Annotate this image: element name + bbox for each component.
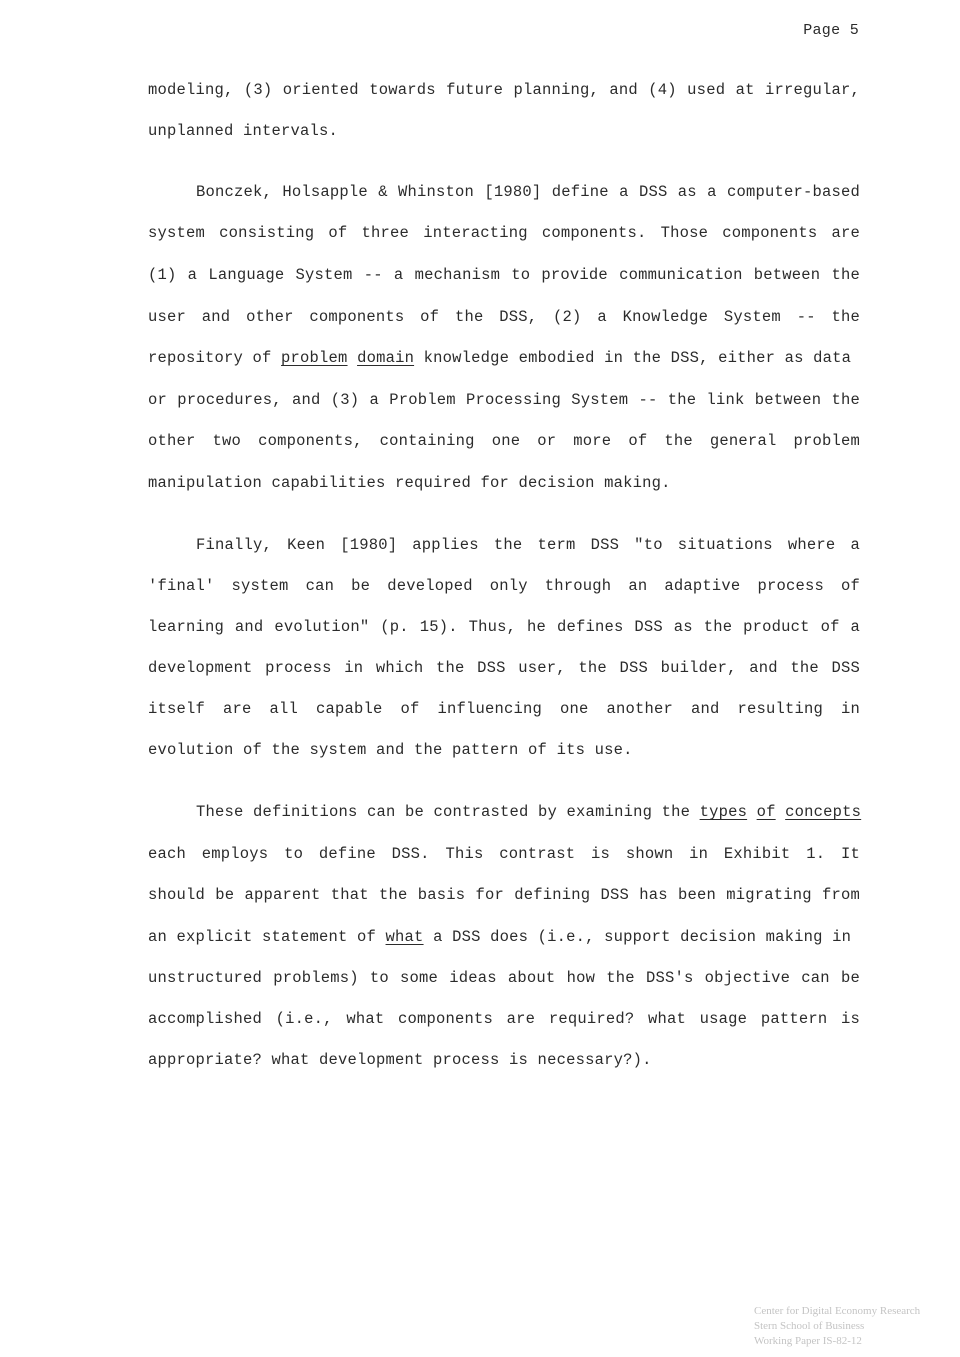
text-line: unstructured problems) to some ideas about how the DSS's objective can be — [148, 969, 860, 987]
page-number: Page 5 — [803, 22, 859, 39]
text-segment — [776, 803, 786, 821]
text-segment: an explicit statement of — [148, 928, 386, 946]
text-line: 'final' system can be developed only through an adaptive process of — [148, 577, 860, 595]
text-line: itself are all capable of influencing one another and resulting in — [148, 700, 860, 718]
stamp-line: Working Paper IS-82-12 — [754, 1335, 862, 1347]
text-line: system consisting of three interacting components. Those components are — [148, 224, 860, 242]
text-line: should be apparent that the basis for defining DSS has been migrating from — [148, 886, 860, 904]
text-line: or procedures, and (3) a Problem Processing System -- the link between the — [148, 391, 860, 409]
text-segment: repository of — [148, 349, 282, 367]
text-line: accomplished (i.e., what components are required? what usage pattern is — [148, 1010, 860, 1028]
text-segment: knowledge embodied in the DSS, either as data — [414, 349, 852, 367]
text-line: learning and evolution" (p. 15). Thus, he defines DSS as the product of a — [148, 618, 860, 636]
text-segment — [747, 803, 757, 821]
text-line: unplanned intervals. — [148, 122, 339, 140]
text-line: each employs to define DSS. This contrast is shown in Exhibit 1. It — [148, 845, 860, 863]
stamp-line: Center for Digital Economy Research — [754, 1305, 921, 1317]
text-line: development process in which the DSS user, the DSS builder, and the DSS — [148, 659, 860, 677]
text-line: manipulation capabilities required for decision making. — [148, 474, 671, 492]
text-line: appropriate? what development process is necessary?). — [148, 1051, 652, 1069]
text-line — [148, 348, 860, 368]
text-line: evolution of the system and the pattern of its use. — [148, 741, 633, 759]
text-line — [148, 927, 860, 947]
underlined-word: types — [699, 803, 748, 821]
underlined-word: of — [756, 803, 776, 821]
stamp-line: Stern School of Business — [754, 1320, 865, 1332]
text-segment: a DSS does (i.e., support decision making in — [423, 928, 852, 946]
text-line — [196, 802, 860, 822]
text-segment — [348, 349, 358, 367]
text-line: user and other components of the DSS, (2) a Knowledge System -- the — [148, 308, 860, 326]
underlined-word: problem — [281, 349, 348, 367]
underlined-word: domain — [357, 349, 415, 367]
archive-stamp — [754, 1304, 954, 1349]
text-line: Bonczek, Holsapple & Whinston [1980] define a DSS as a computer-based — [196, 183, 860, 201]
underlined-word: concepts — [785, 803, 862, 821]
text-line: (1) a Language System -- a mechanism to provide communication between the — [148, 266, 860, 284]
text-line: modeling, (3) oriented towards future planning, and (4) used at irregular, — [148, 81, 860, 99]
text-segment: These definitions can be contrasted by examining the — [196, 803, 700, 821]
text-line: other two components, containing one or more of the general problem — [148, 432, 860, 450]
underlined-word: what — [385, 928, 424, 946]
text-line: Finally, Keen [1980] applies the term DSS "to situations where a — [196, 536, 860, 554]
